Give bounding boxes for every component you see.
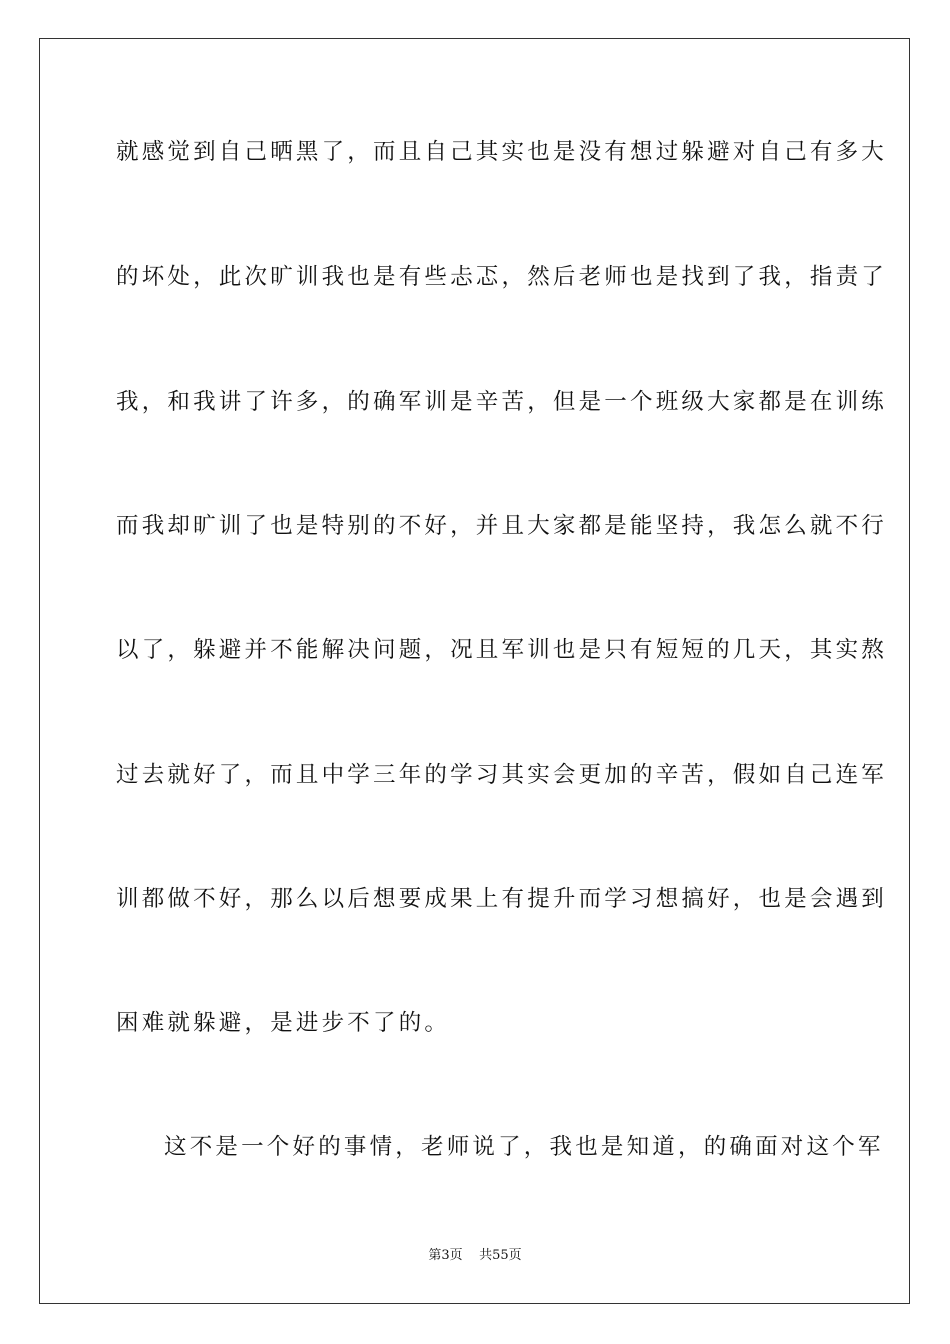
body-line-3: 我，和我讲了许多，的确军训是辛苦，但是一个班级大家都是在训练 [116,389,888,415]
page-total: 共55页 [479,1248,522,1263]
page-number: 第3页 [428,1248,463,1263]
page-border [39,38,910,1304]
page-footer [0,1247,950,1265]
body-line-9-paragraph-start: 这不是一个好的事情，老师说了，我也是知道，的确面对这个军 [164,1134,884,1160]
body-line-5: 以了，躲避并不能解决问题，况且军训也是只有短短的几天，其实熬 [116,637,888,663]
body-line-6: 过去就好了，而且中学三年的学习其实会更加的辛苦，假如自己连军 [116,762,888,788]
body-line-4: 而我却旷训了也是特别的不好，并且大家都是能坚持，我怎么就不行 [116,513,888,539]
body-line-8: 困难就躲避，是进步不了的。 [116,1010,451,1036]
body-line-2: 的坏处，此次旷训我也是有些忐忑，然后老师也是找到了我，指责了 [116,264,888,290]
body-line-7: 训都做不好，那么以后想要成果上有提升而学习想搞好，也是会遇到 [116,886,888,912]
body-line-1: 就感觉到自己晒黑了，而且自己其实也是没有想过躲避对自己有多大 [116,139,888,165]
